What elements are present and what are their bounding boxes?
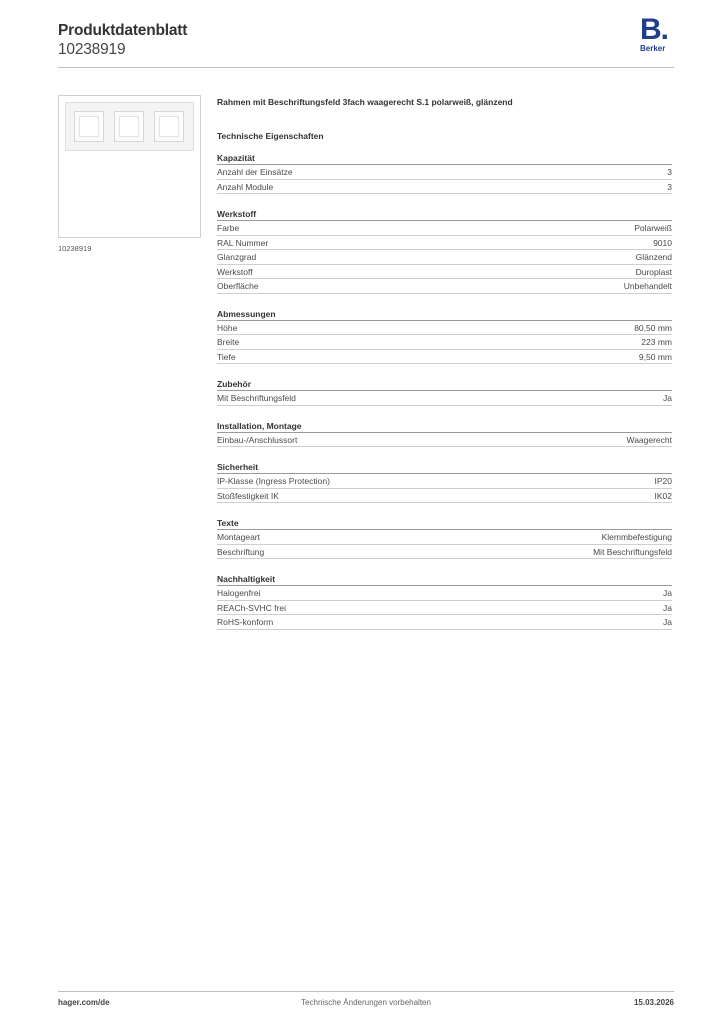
spec-label: Glanzgrad (217, 252, 257, 262)
spec-row (217, 433, 672, 448)
spec-label: REACh-SVHC frei (217, 602, 286, 613)
spec-row (217, 474, 672, 489)
header-divider (58, 67, 674, 68)
spec-row (217, 180, 672, 195)
section-title: Technische Eigenschaften (217, 131, 324, 141)
spec-group (217, 461, 672, 503)
spec-value: Ja (663, 588, 672, 598)
spec-label: Oberfläche (217, 281, 259, 291)
spec-value: Ja (663, 393, 672, 403)
spec-row (217, 615, 672, 630)
spec-value: Glänzend (635, 252, 672, 262)
spec-value: Duroplast (635, 266, 672, 277)
frame-cell-insert (79, 116, 99, 137)
spec-group (217, 308, 672, 365)
logo-mark: B. (640, 13, 668, 46)
frame-3fach-illustration (65, 102, 194, 151)
spec-label: Farbe (217, 223, 240, 233)
spec-value: 223 mm (641, 337, 672, 347)
spec-label: Anzahl der Einsätze (217, 167, 293, 177)
document-header (58, 22, 187, 59)
spec-group-title: Werkstoff (217, 208, 672, 221)
spec-group (217, 152, 672, 194)
spec-label: Anzahl Module (217, 181, 274, 192)
spec-group (217, 420, 672, 448)
specification-content (217, 96, 672, 630)
spec-value: 9010 (653, 237, 672, 248)
spec-groups (217, 152, 672, 630)
product-image (58, 95, 201, 238)
spec-group (217, 208, 672, 294)
spec-row (217, 391, 672, 406)
frame-cell-insert (119, 116, 139, 137)
spec-group-title: Zubehör (217, 378, 672, 391)
footer-divider (58, 991, 674, 992)
spec-value: Unbehandelt (623, 281, 672, 291)
spec-group-title: Nachhaltigkeit (217, 573, 672, 586)
spec-row (217, 165, 672, 180)
spec-label: Montageart (217, 532, 260, 542)
spec-label: Werkstoff (217, 266, 253, 277)
frame-cell (154, 111, 184, 142)
frame-cell (114, 111, 144, 142)
spec-label: RoHS-konform (217, 617, 274, 627)
spec-label: Stoßfestigkeit IK (217, 490, 279, 501)
spec-value: 9,50 mm (638, 351, 672, 362)
frame-cell (74, 111, 104, 142)
spec-value: Klemmbefestigung (601, 532, 672, 542)
spec-value: IP20 (654, 476, 672, 486)
frame-cell-insert (159, 116, 179, 137)
spec-value: IK02 (654, 490, 672, 501)
spec-label: Mit Beschriftungsfeld (217, 393, 296, 403)
spec-row (217, 236, 672, 251)
spec-label: IP-Klasse (Ingress Protection) (217, 476, 330, 486)
spec-label: Halogenfrei (217, 588, 261, 598)
spec-row (217, 335, 672, 350)
spec-value: 80,50 mm (634, 322, 672, 333)
product-name: Rahmen mit Beschriftungsfeld 3fach waagerecht S.1 polarweiß, glänzend (217, 97, 513, 107)
page-title: Produktdatenblatt (58, 22, 188, 39)
berker-logo (640, 13, 674, 56)
spec-value: Mit Beschriftungsfeld (593, 546, 672, 557)
spec-row (217, 265, 672, 280)
spec-row (217, 545, 672, 560)
spec-row (217, 250, 672, 265)
spec-label: Tiefe (217, 351, 236, 362)
spec-value: Waagerecht (626, 434, 672, 445)
spec-row (217, 489, 672, 504)
spec-row (217, 221, 672, 236)
spec-label: Höhe (217, 322, 238, 333)
spec-value: Polarweiß (634, 223, 672, 233)
spec-label: Breite (217, 337, 240, 347)
spec-label: Einbau-/Anschlussort (217, 434, 298, 445)
spec-row (217, 350, 672, 365)
spec-value: 3 (667, 167, 672, 177)
footer-date: 15.03.2026 (633, 998, 674, 1007)
spec-group-title: Sicherheit (217, 461, 672, 474)
spec-label: RAL Nummer (217, 237, 269, 248)
spec-group-title: Installation, Montage (217, 420, 672, 433)
spec-row (217, 586, 672, 601)
logo-name: Berker (640, 44, 666, 53)
spec-group-title: Texte (217, 517, 672, 530)
image-caption: 10238919 (58, 244, 92, 253)
spec-row (217, 530, 672, 545)
spec-value: Ja (663, 617, 672, 627)
spec-group (217, 573, 672, 630)
spec-group (217, 517, 672, 559)
spec-label: Beschriftung (217, 546, 265, 557)
spec-row (217, 279, 672, 294)
footer-website-link[interactable]: hager.com/de (58, 998, 110, 1007)
product-number: 10238919 (58, 41, 126, 58)
spec-group-title: Kapazität (217, 152, 672, 165)
spec-group (217, 378, 672, 406)
spec-value: 3 (667, 181, 672, 192)
spec-row (217, 321, 672, 336)
spec-group-title: Abmessungen (217, 308, 672, 321)
footer-disclaimer: Technische Änderungen vorbehalten (301, 998, 431, 1007)
spec-row (217, 601, 672, 616)
spec-value: Ja (663, 602, 672, 613)
